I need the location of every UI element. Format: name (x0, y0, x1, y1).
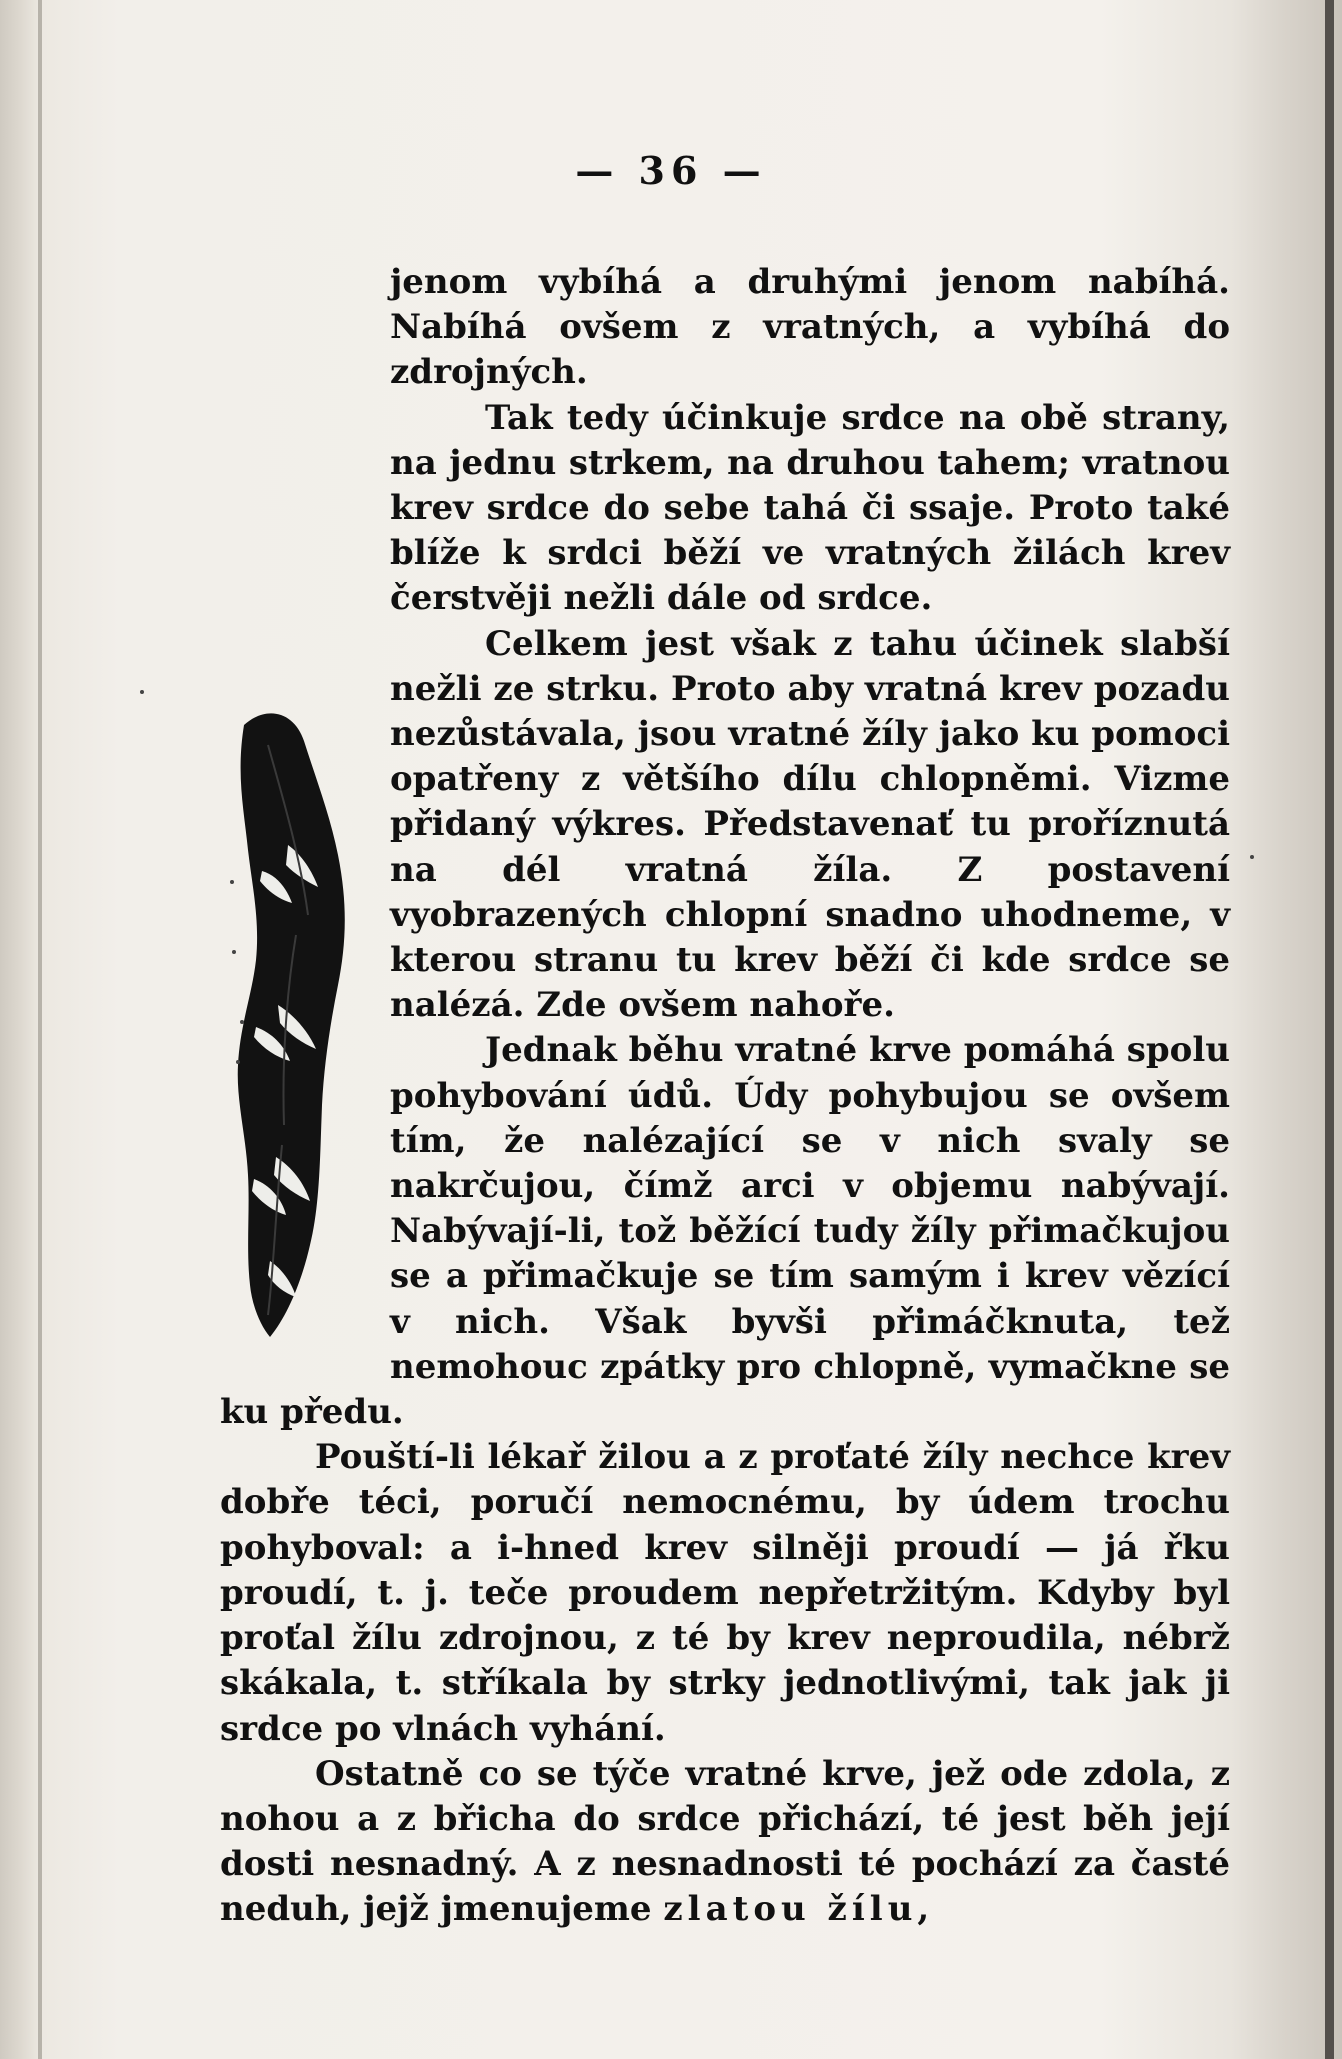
paragraph: Tak tedy účinkuje srdce na obě strany, na jednu strkem, na druhou tahem; vratnou krev srdce do sebe tahá či ssaje. Proto také blíže k srdci běží ve vratných žilách krev čerstvěji nežli dále od srdce. (390, 397, 1230, 619)
paragraph-text: Ostatně co se týče vratné krve, jež ode zdola, z nohou a z břicha do srdce přichází, té jest běh její dosti nesnadný. A z nesnadnosti té pochází za časté neduh, jejž jmenujeme (220, 1753, 1230, 1930)
page-number-header: — 36 — (575, 148, 767, 193)
paragraph: Jednak běhu vratné krve pomáhá spolu pohybování údů. Údy pohybujou se ovšem tím, že nalézající se v nich svaly se nakrčujou, čímž arci v objemu nabývají. Nabývají-li, tož běžící tudy žíly přimačkujou se a přimačkuje se tím samým i krev vězící v nich. Však byvši přimáčknuta, tež nemohouc zpátky pro chlopně, vymačkne se ku předu. (220, 1030, 1230, 1433)
paragraph (220, 1752, 1230, 1933)
emphasized-term: zlatou žílu, (663, 1889, 935, 1930)
page-right-edge (1325, 0, 1334, 2059)
scan-speck (140, 690, 144, 694)
page-text (220, 260, 1230, 1933)
paragraph: jenom vybíhá a druhými jenom nabíhá. Nabíhá ovšem z vratných, a vybíhá do zdrojných. (390, 262, 1230, 393)
page-left-edge (38, 0, 42, 2059)
paragraph: Celkem jest však z tahu účinek slabší nežli ze strku. Proto aby vratná krev pozadu nezůstávala, jsou vratné žíly jako ku pomoci opatřeny z většího dílu chlopněmi. Vizme přidaný výkres. Představenať tu proříznutá na dél vratná žíla. Z postavení vyobrazených chlopní snadno uhodneme, v kterou stranu tu krev běží či kde srdce se nalézá. Zde ovšem nahoře. (390, 623, 1230, 1026)
figure-text-wrap (220, 685, 390, 1375)
paragraph: Pouští-li lékař žilou a z proťaté žíly nechce krev dobře téci, poručí nemocnému, by údem trochu pohyboval: a i-hned krev silněji proudí — já řku proudí, t. j. teče proudem nepřetržitým. Kdyby byl proťal žílu zdrojnou, z té by krev neproudila, nébrž skákala, t. stříkala by strky jednotlivými, tak jak ji srdce po vlnách vyhání. (220, 1437, 1230, 1749)
scan-speck (1250, 855, 1254, 859)
